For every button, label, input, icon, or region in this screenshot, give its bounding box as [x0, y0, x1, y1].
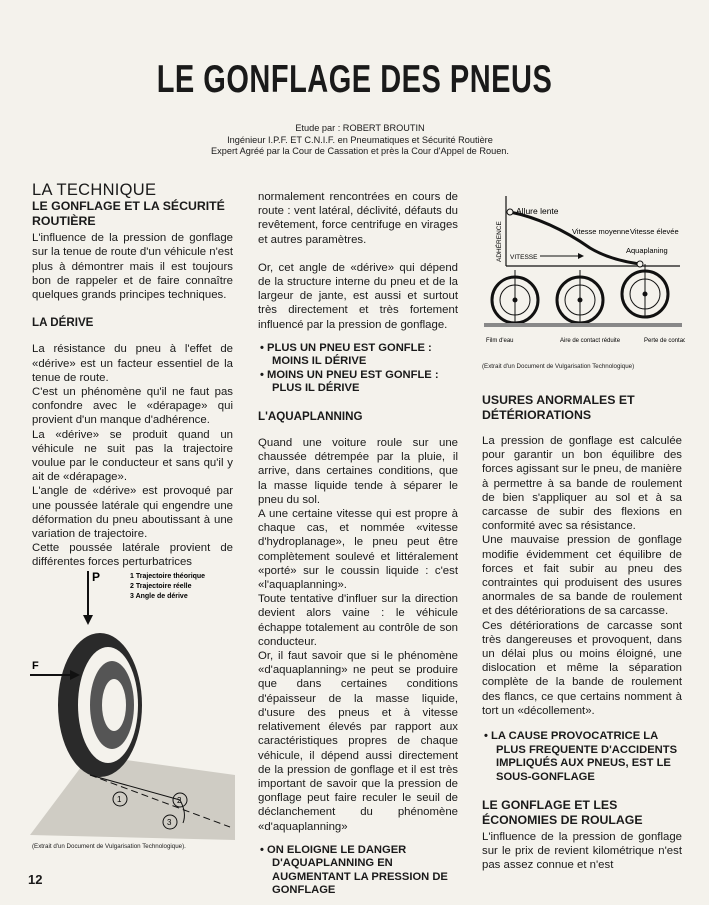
chart-label-film: Film d'eau: [486, 338, 514, 344]
tire-drift-figure: [30, 565, 235, 840]
author-byline: [180, 123, 540, 158]
bullet-point: • PLUS UN PNEU EST GONFLE : MOINS IL DÉRIVE: [260, 341, 432, 368]
figure-num-3: 3: [167, 818, 172, 827]
byline-qualification: Ingénieur I.P.F. ET C.N.I.F. en Pneumatiques et Sécurité Routière: [227, 134, 493, 145]
figure-legend-2: 2 Trajectoire réelle: [130, 583, 192, 590]
figure-label-p: P: [92, 570, 101, 584]
byline-expertise: Expert Agréé par la Cour de Cassation et près la Cour d'Appel de Rouen.: [211, 146, 509, 156]
subheading-derive: LA DÉRIVE: [32, 316, 94, 330]
chart-label-elevee: Vitesse élevée: [630, 227, 679, 236]
tire-drift-illustration: [30, 565, 235, 840]
paragraph: Cette poussée latérale provient de différentes forces perturbatrices: [32, 542, 233, 569]
paragraph: Une mauvaise pression de gonflage modifie évidemment cet équilibre de forces et fait subir au pneu des contraintes qui produisent des usures anormales de sa bande de roulement et des détériorations de sa carcasse.: [482, 534, 682, 618]
paragraph: La pression de gonflage est calculée pour garantir un bon équilibre des forces agissant sur le pneu, de manière à permettre à sa bande de roulement de bien s'appliquer au sol et à sa carcasse de subir des flexions en conformité avec sa résistance.: [482, 435, 682, 533]
subheading-aquaplanning: L'AQUAPLANNING: [258, 409, 363, 423]
paragraph: Ces détériorations de carcasse sont très dangereuses et provoquent, dans un délai plus ou moins éloigné, une dislocation et même la séparation complète de la bande de roulement des flancs, ce que certains nomment à tort un «décollement».: [482, 619, 682, 717]
paragraph: normalement rencontrées en cours de route : vent latéral, déclivité, défauts du revêtement, force centrifuge en virages et autres paramètres.: [258, 191, 458, 246]
paragraph: L'influence de la pression de gonflage sur le prix de revient kilométrique n'est pas assez connue et n'est: [482, 831, 682, 872]
bullet-point: • LA CAUSE PROVOCATRICE LA PLUS FREQUENTE D'ACCIDENTS IMPLIQUÉS AUX PNEUS, EST LE SOUS-GONFLAGE: [484, 730, 678, 783]
chart-label-adherence: ADHÉRENCE: [496, 221, 503, 262]
figure-num-1: 1: [117, 795, 122, 804]
paragraph: Or, cet angle de «dérive» qui dépend de la structure interne du pneu et de la largeur de jante, est aussi et surtout très directement et très fortement influencé par la pression de gonflage.: [258, 261, 458, 331]
byline-author: Etude par : ROBERT BROUTIN: [295, 123, 425, 133]
page-title: LE GONFLAGE DES PNEUS: [156, 58, 553, 102]
aquaplaning-diagram: [480, 190, 685, 355]
figure-num-2: 2: [177, 796, 182, 805]
bullet-point: • MOINS UN PNEU EST GONFLE : PLUS IL DÉRIVE: [260, 368, 439, 395]
paragraph: La résistance du pneu à l'effet de «dérive» est un facteur essentiel de la tenue de route.: [32, 343, 233, 384]
chart-label-perte: Perte de contact: [644, 338, 685, 344]
article-heading: LE GONFLAGE ET LES ÉCONOMIES DE ROULAGE: [482, 798, 643, 827]
chart-label-moyenne: Vitesse moyenne: [572, 227, 630, 236]
paragraph: A une certaine vitesse qui est propre à chaque cas, et nommée «vitesse d'hydroplanage», le pneu peut être complètement soulevé et littéralement «porté» sur le coussin liquide : c'est «l'aquaplanning».: [258, 508, 458, 592]
figure-legend-3: 3 Angle de dérive: [130, 593, 188, 600]
paragraph: Or, il faut savoir que si le phénomène «d'aquaplanning» ne peut se produire que dans certaines conditions d'épaisseur de la masse liquide, d'usure des pneus et à vitesse relativement élevés par rapport aux caractéristiques propres de chaque véhicule, il dépend aussi directement de la pression de gonflage et il est très important de savoir que la pression de gonflage peut faire reculer le seuil de déclanchement du phénomène «d'aquaplanning»: [258, 650, 458, 833]
paragraph: C'est un phénomène qu'il ne faut pas confondre avec le «dérapage» qui provient d'un manque d'adhérence.: [32, 386, 233, 427]
paragraph: Quand une voiture roule sur une chaussée détrempée par la pluie, il arrive, dans certaines conditions, que la masse liquide tende à séparer le pneu du sol.: [258, 437, 458, 506]
page-number: 12: [28, 872, 43, 887]
article-heading: USURES ANORMALES ET DÉTÉRIORATIONS: [482, 393, 635, 422]
paragraph: La «dérive» se produit quand un véhicule ne suit pas la trajectoire voulue par le conducteur et sans qu'il y ait de «dérapage».: [32, 428, 233, 484]
column-right: [482, 393, 682, 873]
aquaplaning-illustration: [480, 190, 685, 355]
paragraph: L'influence de la pression de gonflage sur la tenue de route d'un véhicule n'est plus à démontrer mais il est toujours bon de rappeler et de faire connaître quelques grands principes techniques.: [32, 232, 233, 302]
column-left: [32, 183, 233, 570]
paragraph: L'angle de «dérive» est provoqué par une poussée latérale qui engendre une déformation du pneu aboutissant à une variation de trajectoire.: [32, 485, 233, 541]
figure-label-f: F: [32, 660, 39, 672]
chart-label-aquaplaning: Aquaplaning: [626, 246, 668, 255]
chart-label-aire: Aire de contact réduite: [560, 338, 621, 344]
chart-label-vitesse: VITESSE: [510, 254, 538, 261]
figure-caption-right: (Extrait d'un Document de Vulgarisation Technologique): [482, 363, 635, 370]
article-heading: LE GONFLAGE ET LA SÉCURITÉ ROUTIÈRE: [32, 199, 225, 228]
figure-legend-1: 1 Trajectoire théorique: [130, 573, 206, 580]
chart-label-allure: Allure lente: [516, 206, 559, 216]
paragraph: Toute tentative d'influer sur la direction devient alors vaine : le véhicule échappe totalement au contrôle de son conducteur.: [258, 593, 458, 648]
section-heading: LA TECHNIQUE: [32, 181, 157, 199]
figure-caption-left: (Extrait d'un Document de Vulgarisation Technologique).: [32, 843, 186, 850]
column-middle: [258, 190, 458, 898]
bullet-point: • ON ELOIGNE LE DANGER D'AQUAPLANNING EN AUGMENTANT LA PRESSION DE GONFLAGE: [260, 843, 448, 897]
